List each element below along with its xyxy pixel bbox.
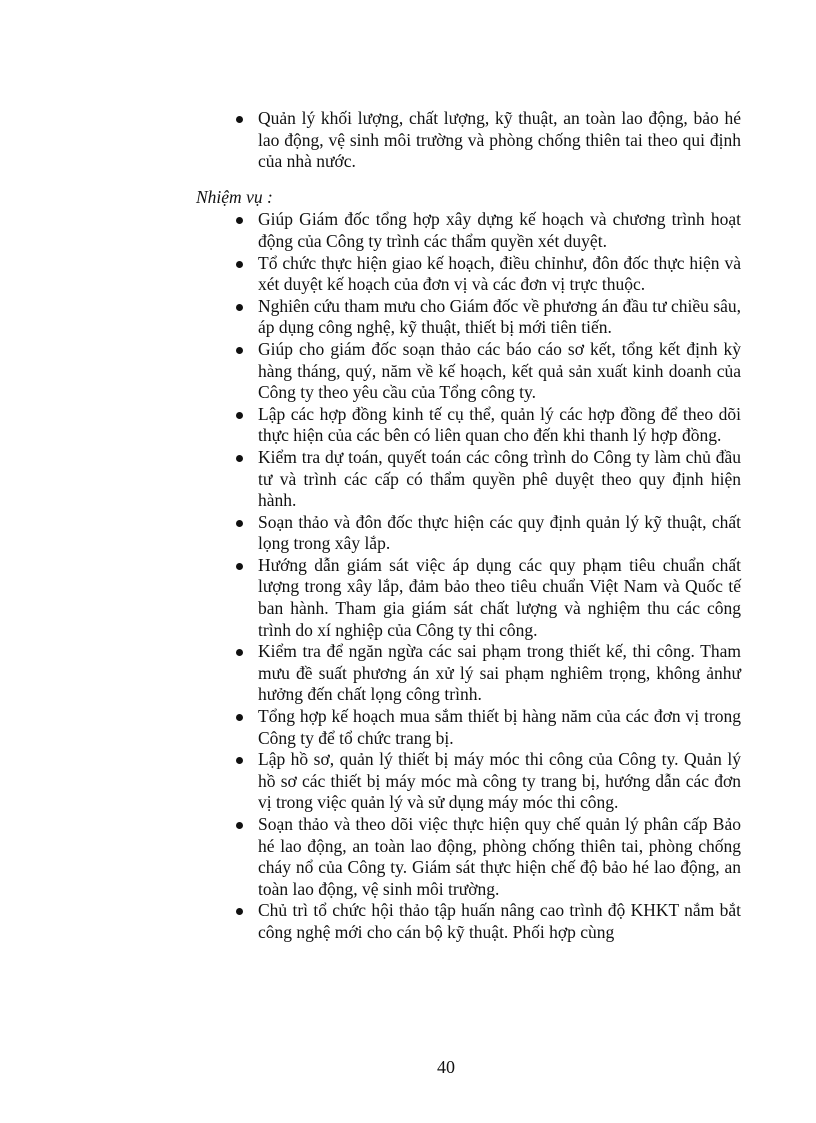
bullet-item: Quản lý khối lượng, chất lượng, kỹ thuật, an toàn lao động, bảo hé lao động, vệ sinh môi trường và phòng chống thiên tai theo qui định của nhà nước. [196, 108, 741, 173]
bullet-item: Kiểm tra để ngăn ngừa các sai phạm trong thiết kế, thi công. Tham mưu đề suất phương án xử lý sai phạm nghiêm trọng, không ảnhư hưởng đến chất lọng công trình. [196, 641, 741, 706]
bullet-item: Soạn thảo và đôn đốc thực hiện các quy định quản lý kỹ thuật, chất lọng trong xây lắp. [196, 512, 741, 555]
bullet-item: Chủ trì tổ chức hội thảo tập huấn nâng cao trình độ KHKT nắm bắt công nghệ mới cho cán bộ kỹ thuật. Phối hợp cùng [196, 900, 741, 943]
bullet-item: Kiểm tra dự toán, quyết toán các công trình do Công ty làm chủ đầu tư và trình các cấp có thẩm quyền phê duyệt theo quy định hiện hành. [196, 447, 741, 512]
bullet-item: Lập các hợp đồng kinh tế cụ thể, quản lý các hợp đồng để theo dõi thực hiện của các bên có liên quan cho đến khi thanh lý hợp đồng. [196, 404, 741, 447]
bullet-item: Lập hồ sơ, quản lý thiết bị máy móc thi công của Công ty. Quản lý hồ sơ các thiết bị máy móc mà công ty trang bị, hướng dẫn các đơn vị trong việc quản lý và sử dụng máy móc thi công. [196, 749, 741, 814]
bullet-item: Tổ chức thực hiện giao kế hoạch, điều chỉnhư, đôn đốc thực hiện và xét duyệt kế hoạch của đơn vị và các đơn vị trực thuộc. [196, 253, 741, 296]
bullet-item: Soạn thảo và theo dõi việc thực hiện quy chế quản lý phân cấp Bảo hé lao động, an toàn lao động, phòng chống thiên tai, phòng chống cháy nổ của Công ty. Giám sát thực hiện chế độ bảo hé lao động, an toàn lao động, vệ sinh môi trường. [196, 814, 741, 900]
bullet-item: Giúp cho giám đốc soạn thảo các báo cáo sơ kết, tổng kết định kỳ hàng tháng, quý, năm về kế hoạch, kết quả sản xuất kinh doanh của Công ty theo yêu cầu của Tổng công ty. [196, 339, 741, 404]
duties-bullet-list [196, 209, 741, 943]
page-number: 40 [437, 1057, 455, 1077]
bullet-item: Hướng dẫn giám sát việc áp dụng các quy phạm tiêu chuẩn chất lượng trong xây lắp, đảm bảo theo tiêu chuẩn Việt Nam và Quốc tế ban hành. Tham gia giám sát chất lượng và nghiệm thu các công trình do xí nghiệp của Công ty thi công. [196, 555, 741, 641]
bullet-item: Nghiên cứu tham mưu cho Giám đốc về phương án đầu tư chiều sâu, áp dụng công nghệ, kỹ thuật, thiết bị mới tiên tiến. [196, 296, 741, 339]
bullet-item: Giúp Giám đốc tổng hợp xây dựng kế hoạch và chương trình hoạt động của Công ty trình các thẩm quyền xét duyệt. [196, 209, 741, 252]
page-content [196, 108, 741, 944]
section-heading: Nhiệm vụ : [196, 186, 273, 207]
bullet-item: Tổng hợp kế hoạch mua sắm thiết bị hàng năm của các đơn vị trong Công ty để tổ chức trang bị. [196, 706, 741, 749]
top-bullet-list [196, 108, 741, 173]
